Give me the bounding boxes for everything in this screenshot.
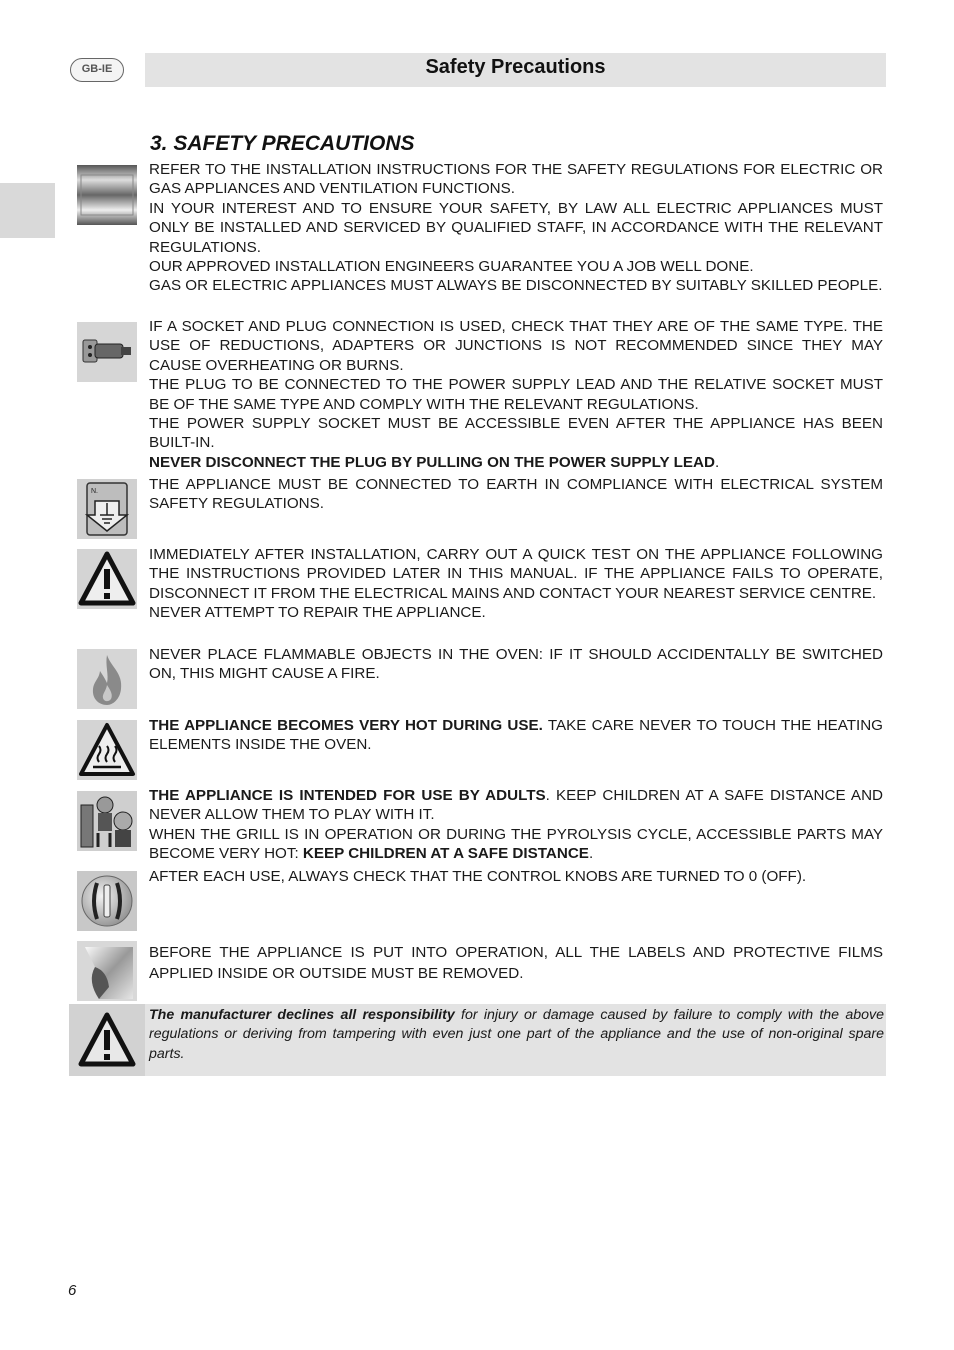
section-title: 3. SAFETY PRECAUTIONS: [150, 132, 415, 155]
hot-text: [149, 716, 883, 755]
disclaimer-text: [149, 1006, 884, 1064]
punctuation: .: [714, 453, 720, 471]
paragraph-rest: . KEEP CHILDREN AT A SAFE DISTANCE AND NEVER ALLOW THEM TO PLAY WITH IT.: [149, 787, 883, 824]
paragraph: GAS OR ELECTRIC APPLIANCES MUST ALWAYS BE DISCONNECTED BY SUITABLY SKILLED PEOPLE.: [149, 277, 883, 295]
side-tab: [0, 183, 55, 238]
disclaimer-box: [69, 1004, 886, 1076]
bold-warning: NEVER DISCONNECT THE PLUG BY PULLING ON THE POWER SUPPLY LEAD: [149, 453, 715, 471]
paragraph: IF A SOCKET AND PLUG CONNECTION IS USED, CHECK THAT THEY ARE OF THE SAME TYPE. THE USE OF REDUCTIONS, ADAPTERS OR JUNCTIONS IS NOT RECOMMENDED SINCE THEY MAY CAUSE OVERHEATING OR BURNS.: [149, 318, 883, 374]
paragraph: [149, 453, 883, 472]
paragraph: THE POWER SUPPLY SOCKET MUST BE ACCESSIBLE EVEN AFTER THE APPLIANCE HAS BEEN BUILT-IN.: [149, 415, 883, 452]
film-text: [149, 942, 883, 984]
flammable-text: [149, 645, 883, 684]
paragraph: OUR APPROVED INSTALLATION ENGINEERS GUARANTEE YOU A JOB WELL DONE.: [149, 258, 754, 276]
paragraph-rest: TAKE CARE NEVER TO TOUCH THE HEATING ELEMENTS INSIDE THE OVEN.: [149, 717, 883, 754]
paragraph: THE PLUG TO BE CONNECTED TO THE POWER SUPPLY LEAD AND THE RELATIVE SOCKET MUST BE OF THE SAME TYPE AND COMPLY WITH THE RELEVANT REGULATIONS.: [149, 376, 883, 413]
paragraph: NEVER PLACE FLAMMABLE OBJECTS IN THE OVEN: IF IT SHOULD ACCIDENTALLY BE SWITCHED ON, THIS MIGHT CAUSE A FIRE.: [149, 646, 883, 683]
paragraph: [149, 786, 883, 825]
punctuation: .: [588, 845, 594, 863]
installation-icon: [77, 165, 137, 225]
knob-text: [149, 867, 883, 886]
paragraph: AFTER EACH USE, ALWAYS CHECK THAT THE CONTROL KNOBS ARE TURNED TO 0 (OFF).: [149, 868, 807, 885]
disclaimer-bold: The manufacturer declines all responsibility: [149, 1007, 455, 1023]
flame-icon: [77, 649, 137, 709]
installation-text: [149, 160, 883, 296]
page-number: 6: [68, 1282, 77, 1299]
plug-text: [149, 317, 883, 472]
earth-icon: [77, 479, 137, 539]
plug-icon: [77, 322, 137, 382]
paragraph: THE APPLIANCE MUST BE CONNECTED TO EARTH IN COMPLIANCE WITH ELECTRICAL SYSTEM SAFETY REGULATIONS.: [149, 476, 883, 513]
disclaimer-rest: for injury or damage caused by failure to comply with the above regulations or deriving from tampering with even just one part of the appliance and the use of non-original spare parts.: [149, 1007, 884, 1062]
paragraph: IN YOUR INTEREST AND TO ENSURE YOUR SAFETY, BY LAW ALL ELECTRIC APPLIANCES MUST ONLY BE INSTALLED AND SERVICED BY QUALIFIED STAFF, IN ACCORDANCE WITH THE RELEVANT REGULATIONS.: [149, 199, 883, 256]
paragraph: BEFORE THE APPLIANCE IS PUT INTO OPERATION, ALL THE LABELS AND PROTECTIVE FILMS APPLIED INSIDE OR OUTSIDE MUST BE REMOVED.: [149, 944, 883, 982]
paragraph: REFER TO THE INSTALLATION INSTRUCTIONS FOR THE SAFETY REGULATIONS FOR ELECTRIC OR GAS APPLIANCES AND VENTILATION FUNCTIONS.: [149, 161, 883, 198]
knob-icon: [77, 871, 137, 931]
bold-warning: THE APPLIANCE BECOMES VERY HOT DURING USE.: [149, 717, 543, 734]
paragraph: NEVER ATTEMPT TO REPAIR THE APPLIANCE.: [149, 604, 486, 622]
paragraph: IMMEDIATELY AFTER INSTALLATION, CARRY OUT A QUICK TEST ON THE APPLIANCE FOLLOWING THE INSTRUCTIONS PROVIDED LATER IN THIS MANUAL. IF THE APPLIANCE FAILS TO OPERATE, DISCONNECT IT FROM THE ELECTRICAL MAINS AND CONTACT YOUR NEAREST SERVICE CENTRE.: [149, 546, 883, 602]
paragraph: [149, 825, 883, 864]
earth-label: N.: [91, 488, 98, 495]
bold-warning: THE APPLIANCE IS INTENDED FOR USE BY ADULTS: [149, 787, 546, 804]
warning-icon: [77, 1010, 137, 1070]
warning-icon: [77, 549, 137, 609]
hot-surface-icon: [77, 720, 137, 780]
paragraph: [149, 716, 883, 755]
paragraph-start: WHEN THE GRILL IS IN OPERATION OR DURING THE PYROLYSIS CYCLE, ACCESSIBLE PARTS MAY BECOME VERY HOT:: [149, 825, 883, 863]
language-badge: GB-IE: [70, 58, 124, 82]
protective-film-icon: [77, 941, 137, 1001]
children-text: [149, 786, 883, 864]
page-header-title: Safety Precautions: [145, 53, 886, 87]
bold-warning: KEEP CHILDREN AT A SAFE DISTANCE: [302, 845, 589, 863]
children-icon: [77, 791, 137, 851]
test-text: [149, 545, 883, 623]
earth-text: [149, 475, 883, 514]
